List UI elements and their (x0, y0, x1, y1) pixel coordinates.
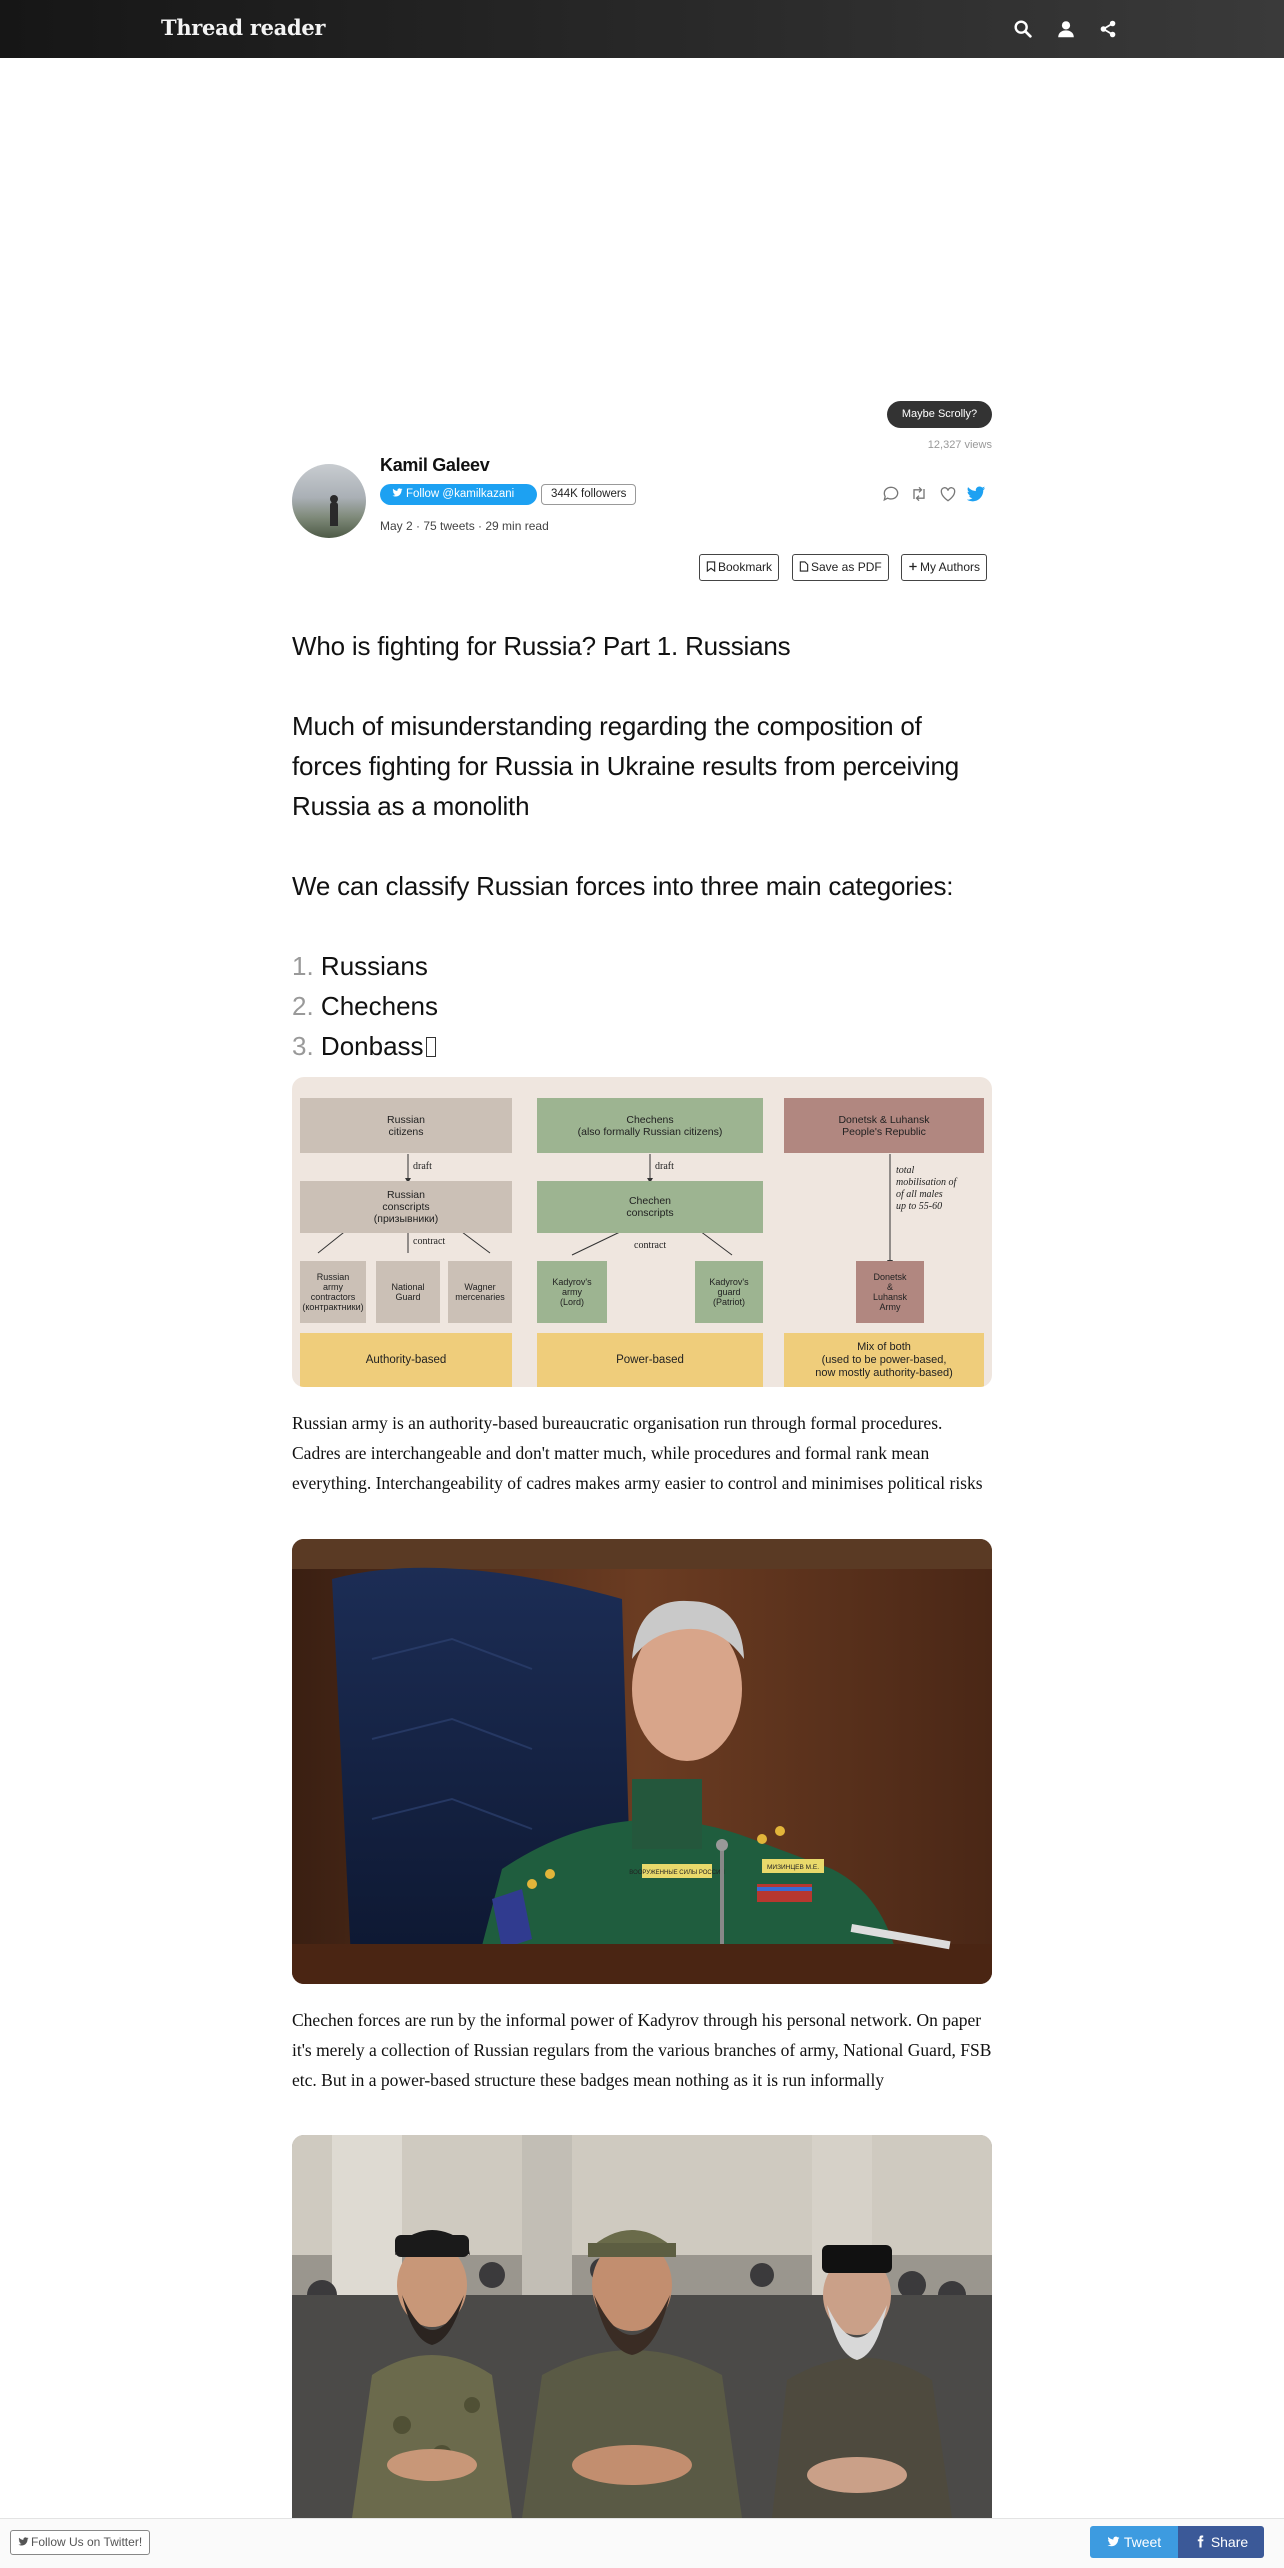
thread-paragraph: Much of misunderstanding regarding the composition of forces fighting for Russia in Ukraine results from perceiving Russia as a monolith (292, 711, 959, 821)
followers-count[interactable]: 344K followers (541, 484, 636, 505)
twitter-icon[interactable] (966, 484, 988, 506)
russian-conscripts-box: Russian conscripts (призывники) (300, 1181, 512, 1233)
forces-diagram[interactable] (292, 1077, 992, 1387)
thread-title: Who is fighting for Russia? Part 1. Russians (292, 631, 791, 661)
bookmark-label: Bookmark (718, 560, 773, 574)
general-photo-illustration (292, 1539, 992, 1984)
categories-list (292, 946, 992, 1066)
sticky-footer (0, 2518, 1284, 2568)
russian-citizens-box: Russian citizens (300, 1098, 512, 1153)
author-name[interactable]: Kamil Galeev (380, 455, 490, 475)
tweet-actions (881, 484, 990, 506)
twitter-bird-icon (1107, 2535, 1120, 2548)
power-based-box: Power-based (537, 1333, 763, 1387)
share-label: Share (1210, 2534, 1249, 2550)
tweet-text: Chechen forces are run by the informal power of Kadyrov through his personal network. On paper it's merely a collection of Russian regulars from the various branches of army, National Guard, FSB etc. But in a power-based structure these badges mean nothing as it is run informally (292, 2010, 992, 2090)
chechen-conscripts-box: Chechen conscripts (537, 1181, 763, 1233)
my-authors-label: My Authors (920, 560, 981, 574)
maybe-scrolly-button[interactable]: Maybe Scrolly? (887, 401, 992, 428)
list-item: 2. Chechens (292, 991, 438, 1021)
my-authors-button[interactable] (901, 554, 987, 581)
national-guard-box: National Guard (376, 1261, 440, 1323)
contract-label: contract (634, 1240, 667, 1251)
share-icon[interactable] (1097, 18, 1119, 40)
follow-us-label: Follow Us on Twitter! (31, 2535, 143, 2549)
kadyrov-army-box: Kadyrov's army (Lord) (537, 1261, 607, 1323)
brand-logo[interactable]: Thread reader (161, 15, 326, 40)
file-icon (799, 561, 809, 572)
facebook-icon (1194, 2535, 1207, 2548)
tweet-button[interactable] (1090, 2526, 1178, 2558)
search-icon[interactable] (1012, 18, 1034, 40)
tweet-text: Russian army is an authority-based bureaucratic organisation run through formal procedures. Cadres are interchangeable and don't matter much, while procedures and formal rank mean everything. Interchangeability of cadres makes army easier to control and minimises political risks (292, 1413, 983, 1493)
missing-emoji-glyph (426, 1037, 436, 1057)
thread-meta: May 2 · 75 tweets · 29 min read (380, 519, 549, 533)
tweet-photo-kadyrov[interactable] (292, 2135, 992, 2518)
mix-of-both-box: Mix of both (used to be power-based, now mostly authority-based) (784, 1333, 984, 1387)
follow-author-button[interactable] (380, 484, 537, 505)
chechen-leaders-photo-illustration (292, 2135, 992, 2518)
wagner-box: Wagner mercenaries (448, 1261, 512, 1323)
bookmark-button[interactable] (699, 554, 779, 581)
authority-based-box: Authority-based (300, 1333, 512, 1387)
contract-label: contract (413, 1236, 446, 1247)
retweet-icon[interactable] (909, 484, 931, 506)
donetsk-luhansk-army-box: Donetsk & Luhansk Army (856, 1261, 924, 1323)
list-item: 3. Donbass (292, 1026, 992, 1066)
draft-label: draft (655, 1161, 674, 1172)
bookmark-icon (706, 561, 716, 572)
save-pdf-button[interactable] (792, 554, 889, 581)
thread-paragraph: We can classify Russian forces into three main categories: (292, 871, 954, 901)
twitter-bird-icon (18, 2536, 29, 2547)
user-icon[interactable] (1055, 18, 1077, 40)
top-navbar (0, 0, 1284, 58)
army-contractors-box: Russian army contractors (контрактники) (300, 1261, 366, 1323)
mobilisation-note: total mobilisation of of all males up to 55-60 (896, 1165, 957, 1212)
svg-text:ВООРУЖЕННЫЕ СИЛЫ РОССИИ: ВООРУЖЕННЫЕ СИЛЫ РОССИИ (629, 1870, 725, 1876)
follow-label: Follow @kamilkazani (406, 488, 515, 500)
reply-icon[interactable] (881, 484, 903, 506)
kadyrov-guard-box: Kadyrov's guard (Patriot) (695, 1261, 763, 1323)
tweet-label: Tweet (1123, 2534, 1162, 2550)
draft-label: draft (413, 1161, 432, 1172)
chechens-box: Chechens (also formally Russian citizens) (537, 1098, 763, 1153)
list-item: 1. Russians (292, 951, 428, 981)
save-pdf-label: Save as PDF (811, 560, 882, 574)
like-icon[interactable] (938, 484, 960, 506)
dnr-lnr-box: Donetsk & Luhansk People's Republic (784, 1098, 984, 1153)
follow-us-button[interactable] (10, 2530, 150, 2555)
author-avatar[interactable] (292, 464, 366, 538)
svg-text:МИЗИНЦЕВ М.Е.: МИЗИНЦЕВ М.Е. (766, 1864, 820, 1871)
tweet-photo-general[interactable] (292, 1539, 992, 1984)
view-count: 12,327 views (927, 439, 992, 451)
plus-icon (908, 561, 918, 572)
share-button[interactable] (1178, 2526, 1264, 2558)
twitter-bird-icon (392, 487, 403, 498)
